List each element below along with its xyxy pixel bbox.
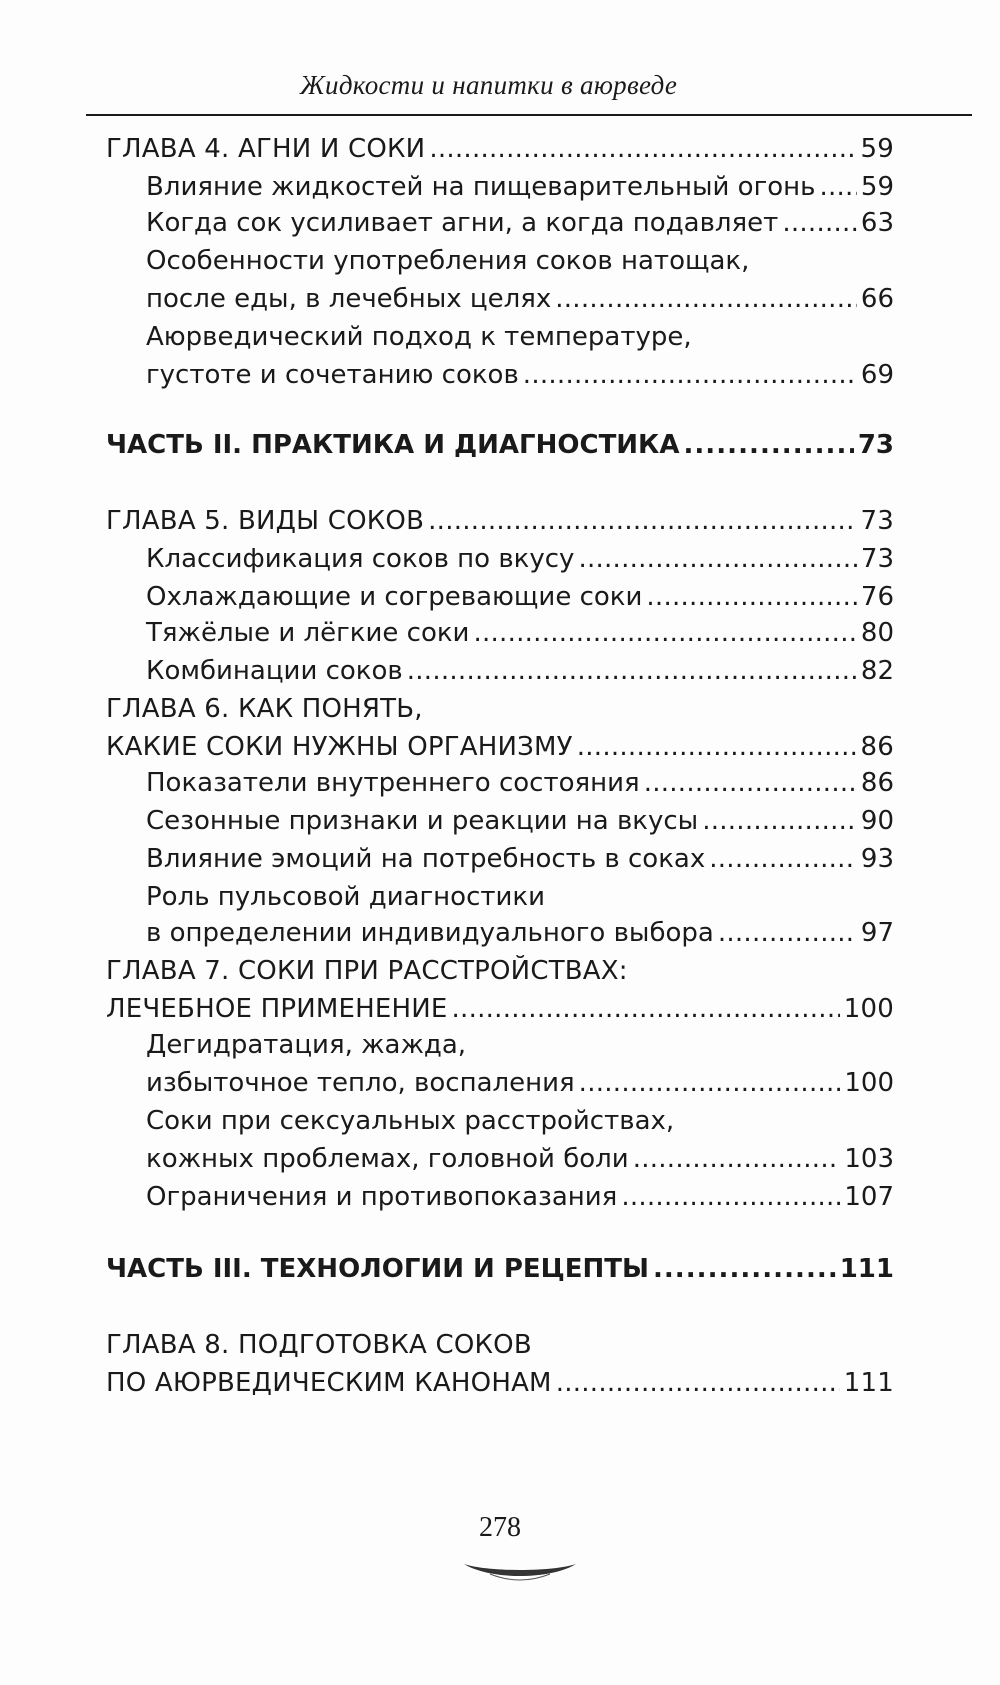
- toc-label: Сезонные признаки и реакции на вкусы: [146, 806, 699, 836]
- toc-page-number: 73: [857, 430, 894, 460]
- toc-label: ЧАСТЬ II. ПРАКТИКА И ДИАГНОСТИКА: [106, 430, 680, 460]
- toc-label: Классификация соков по вкусу: [146, 544, 575, 574]
- toc-entry-chapter: [106, 504, 894, 538]
- toc-page-number: 97: [860, 918, 894, 948]
- dot-leader: [577, 730, 857, 764]
- toc-entry-chapter: [106, 132, 894, 166]
- toc-label-line1: Аюрведический подход к температуре,: [146, 322, 692, 352]
- dot-leader: [644, 766, 857, 800]
- toc-label: Комбинации соков: [146, 656, 403, 686]
- dot-leader: [523, 358, 857, 392]
- toc-label: ЧАСТЬ III. ТЕХНОЛОГИИ И РЕЦЕПТЫ: [106, 1254, 649, 1284]
- toc-page-number: 86: [860, 732, 894, 762]
- toc-entry-section: [146, 170, 894, 204]
- toc-label: после еды, в лечебных целях: [146, 284, 552, 314]
- toc-page-number: 100: [843, 994, 894, 1024]
- toc-entry-section: [146, 842, 894, 876]
- dot-leader: [718, 916, 857, 950]
- toc-entry-section: [146, 542, 894, 576]
- toc-entry-section: [146, 358, 894, 392]
- toc-label-line1: ГЛАВА 6. КАК ПОНЯТЬ,: [106, 694, 423, 724]
- toc-label: Влияние жидкостей на пищеварительный огонь: [146, 172, 816, 202]
- toc-page-number: 63: [860, 208, 894, 238]
- toc-label: Охлаждающие и согревающие соки: [146, 582, 643, 612]
- toc-label: в определении индивидуального выбора: [146, 918, 714, 948]
- dot-leader: [428, 504, 856, 538]
- toc-label: Когда сок усиливает агни, а когда подавляет: [146, 208, 779, 238]
- toc-label: густоте и сочетанию соков: [146, 360, 519, 390]
- toc-entry-section: [146, 654, 894, 688]
- toc-label-line1: ГЛАВА 8. ПОДГОТОВКА СОКОВ: [106, 1330, 532, 1360]
- toc-page-number: 90: [860, 806, 894, 836]
- toc-page-number: 59: [860, 172, 894, 202]
- dot-leader: [633, 1142, 841, 1176]
- toc-page-number: 73: [860, 506, 894, 536]
- dot-leader: [452, 992, 840, 1026]
- toc-label: КАКИЕ СОКИ НУЖНЫ ОРГАНИЗМУ: [106, 732, 573, 762]
- toc-page-number: 93: [860, 844, 894, 874]
- dot-leader: [556, 1366, 840, 1400]
- toc-page-number: 80: [860, 618, 894, 648]
- dot-leader: [819, 170, 856, 204]
- toc-page-number: 100: [844, 1068, 894, 1098]
- toc-label-line1: Соки при сексуальных расстройствах,: [146, 1106, 675, 1136]
- toc-page-number: 86: [860, 768, 894, 798]
- toc-entry-chapter: [106, 730, 894, 764]
- toc-page-number: 82: [860, 656, 894, 686]
- toc-label: ГЛАВА 5. ВИДЫ СОКОВ: [106, 506, 425, 536]
- toc-entry-section: [146, 1066, 894, 1100]
- toc-entry-section: [146, 206, 894, 240]
- toc-page-number: 73: [860, 544, 894, 574]
- toc-label: Тяжёлые и лёгкие соки: [146, 618, 470, 648]
- toc-label: избыточное тепло, воспаления: [146, 1068, 575, 1098]
- dot-leader: [653, 1252, 836, 1286]
- toc-page-number: 111: [843, 1368, 894, 1398]
- toc-page-number: 69: [860, 360, 894, 390]
- dot-leader: [473, 616, 856, 650]
- page-number: 278: [479, 1512, 521, 1543]
- toc-page-number: 111: [839, 1254, 894, 1284]
- dot-leader: [646, 580, 857, 614]
- dot-leader: [407, 654, 857, 688]
- toc-page-number: 103: [844, 1144, 894, 1174]
- toc-page-number: 66: [860, 284, 894, 314]
- toc-entry-section: [146, 1180, 894, 1214]
- dot-leader: [578, 542, 856, 576]
- toc-label: ПО АЮРВЕДИЧЕСКИМ КАНОНАМ: [106, 1368, 552, 1398]
- ornament-swash: [460, 1558, 580, 1588]
- dot-leader: [579, 1066, 841, 1100]
- header-rule: [86, 114, 972, 116]
- dot-leader: [429, 132, 856, 166]
- dot-leader: [683, 428, 853, 462]
- running-header: Жидкости и напитки в аюрведе: [300, 70, 678, 100]
- dot-leader: [709, 842, 857, 876]
- toc-entry-chapter: [106, 1366, 894, 1400]
- dot-leader: [621, 1180, 840, 1214]
- toc-entry-section: [146, 580, 894, 614]
- toc-entry-part: [106, 428, 894, 462]
- toc-label: Показатели внутреннего состояния: [146, 768, 640, 798]
- toc-page-number: 76: [860, 582, 894, 612]
- toc-label-line1: Особенности употребления соков натощак,: [146, 246, 750, 276]
- toc-label: ЛЕЧЕБНОЕ ПРИМЕНЕНИЕ: [106, 994, 448, 1024]
- toc-label: Ограничения и противопоказания: [146, 1182, 618, 1212]
- toc-entry-section: [146, 804, 894, 838]
- toc-entry-chapter: [106, 992, 894, 1026]
- toc-entry-section: [146, 916, 894, 950]
- toc-label-line1: Роль пульсовой диагностики: [146, 882, 546, 912]
- toc-label: кожных проблемах, головной боли: [146, 1144, 629, 1174]
- toc-entry-section: [146, 1142, 894, 1176]
- dot-leader: [702, 804, 857, 838]
- toc-page-number: 59: [860, 134, 894, 164]
- toc-label-line1: ГЛАВА 7. СОКИ ПРИ РАССТРОЙСТВАХ:: [106, 956, 628, 986]
- dot-leader: [782, 206, 857, 240]
- toc-entry-part: [106, 1252, 894, 1286]
- toc-label: Влияние эмоций на потребность в соках: [146, 844, 706, 874]
- toc-entry-section: [146, 282, 894, 316]
- toc-label-line1: Дегидратация, жажда,: [146, 1030, 467, 1060]
- toc-page-number: 107: [844, 1182, 894, 1212]
- toc-entry-section: [146, 766, 894, 800]
- toc-entry-section: [146, 616, 894, 650]
- toc-label: ГЛАВА 4. АГНИ И СОКИ: [106, 134, 426, 164]
- dot-leader: [555, 282, 857, 316]
